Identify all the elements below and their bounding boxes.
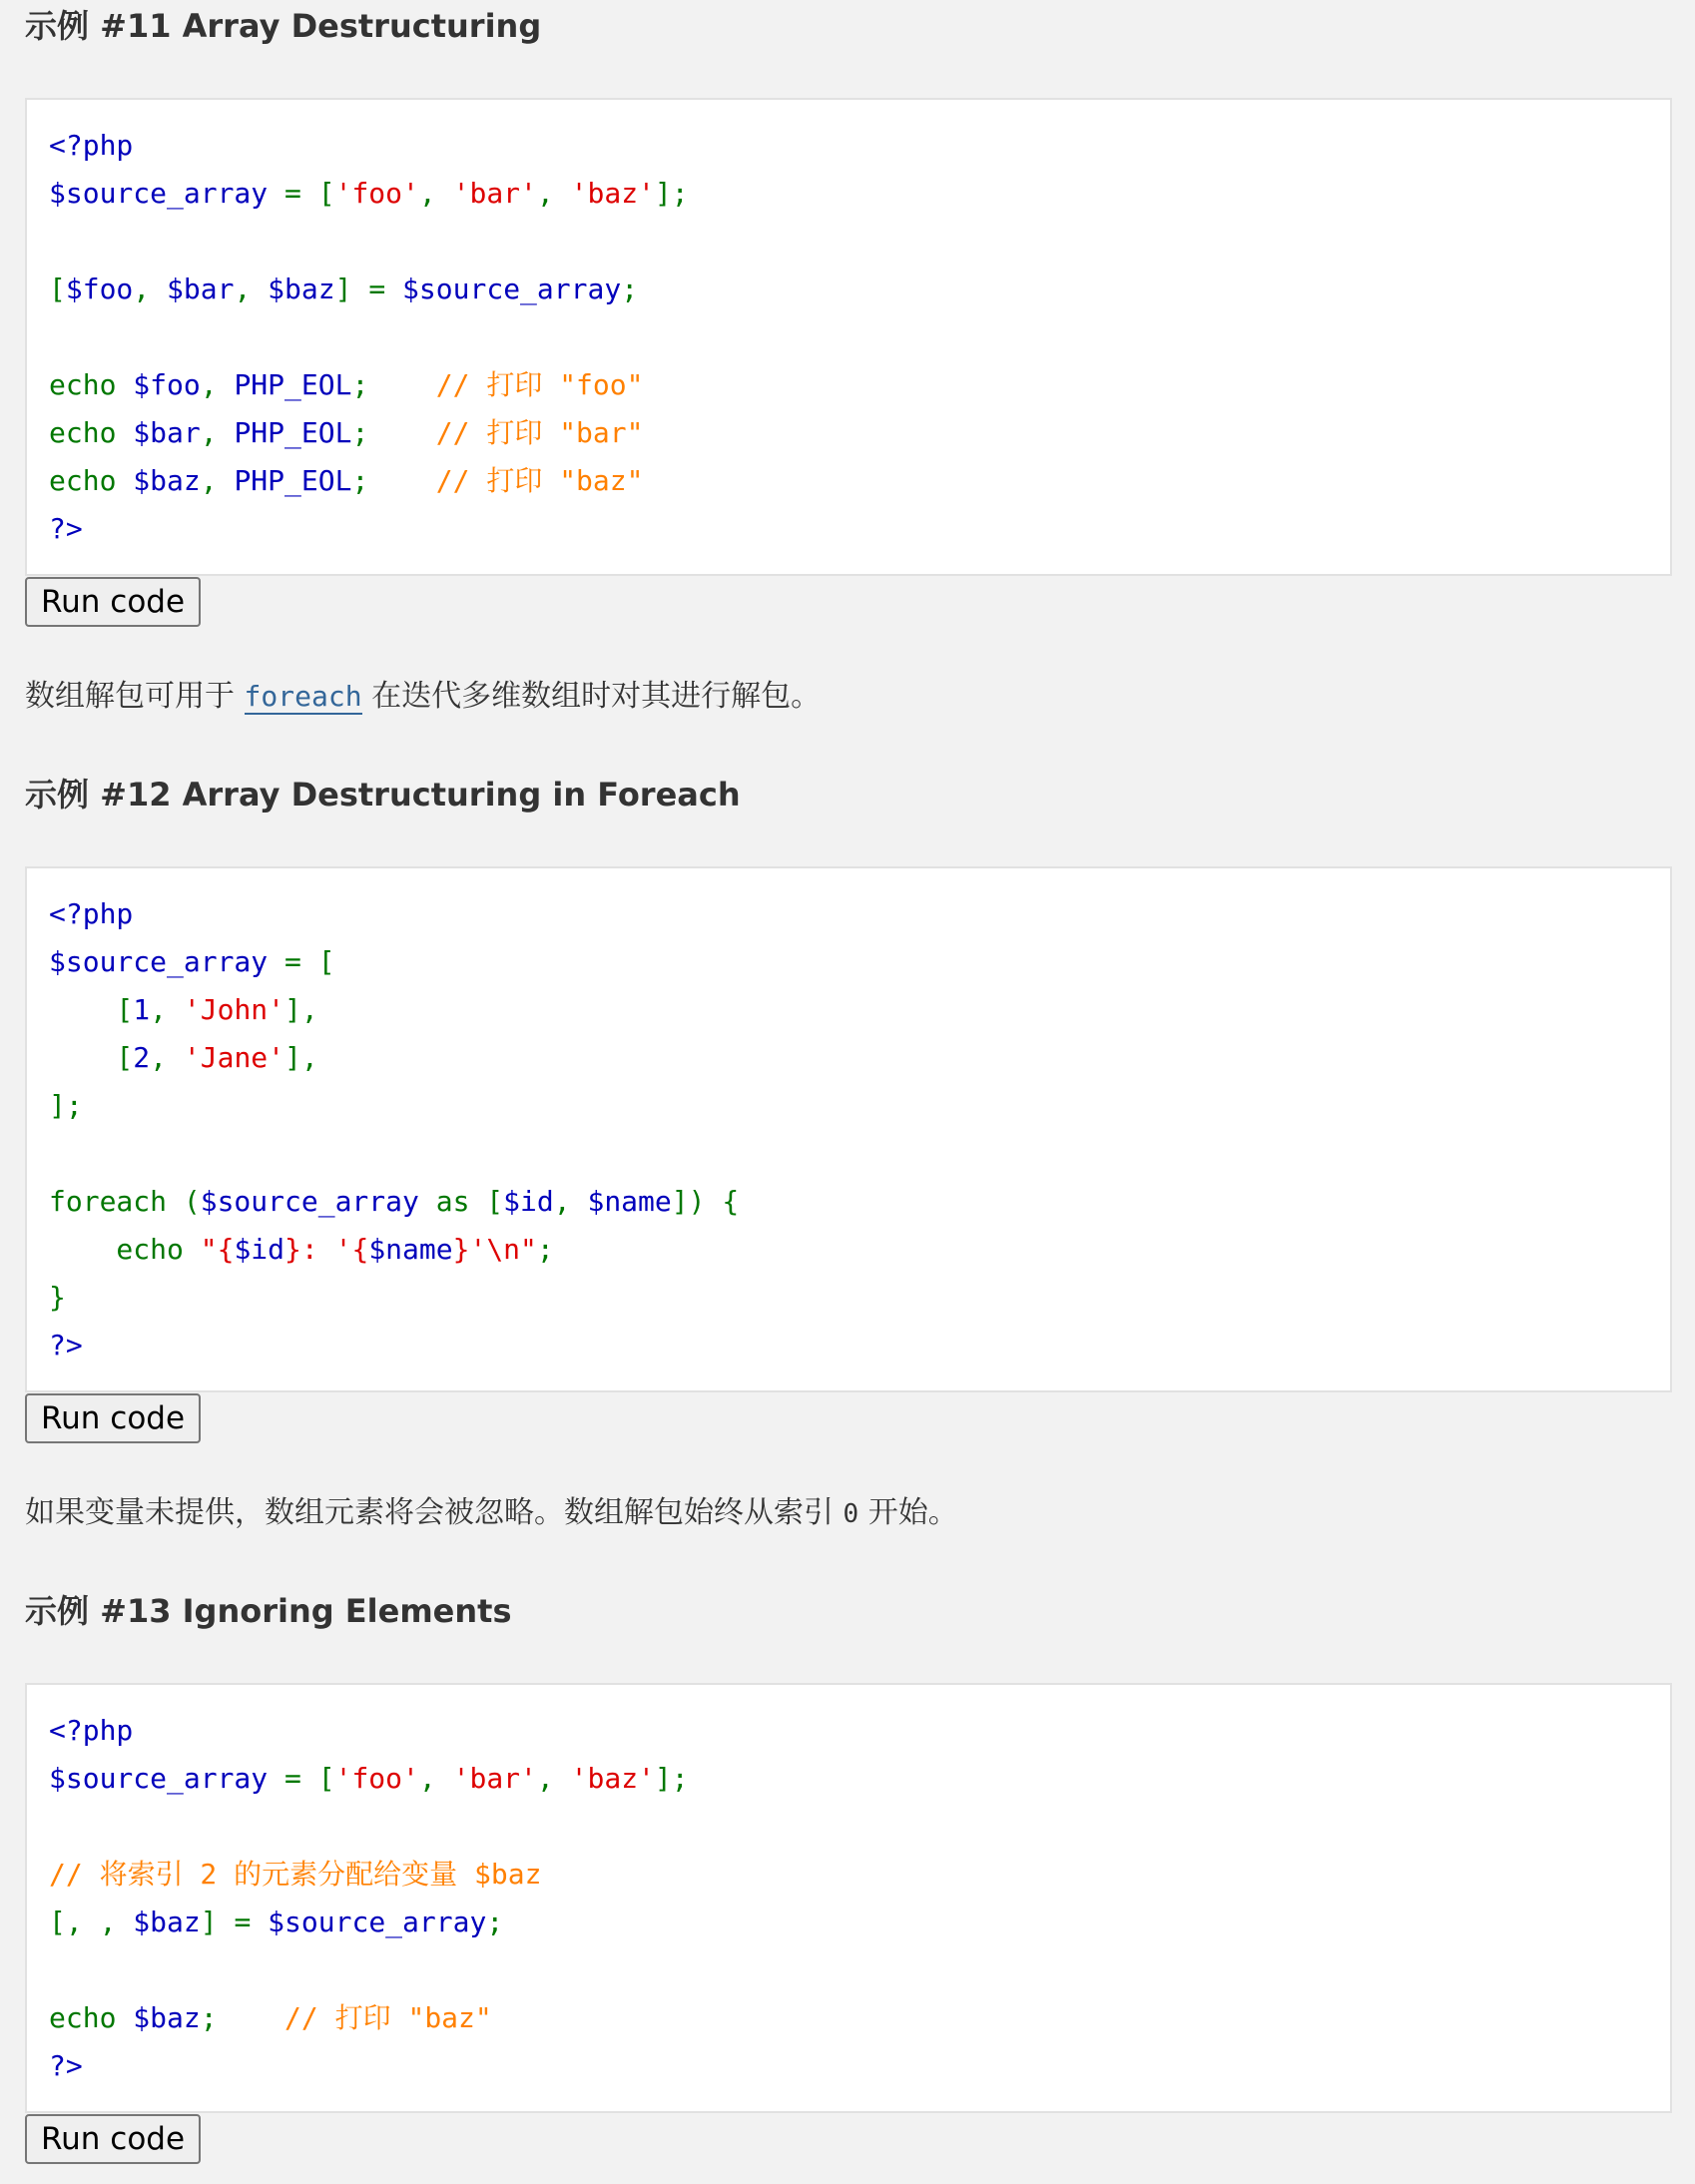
code-line [49, 409, 1648, 457]
code-token-keyword: , [553, 1185, 588, 1218]
code-token-keyword: echo [49, 2001, 134, 2034]
code-token-string: 'John' [183, 993, 285, 1026]
code-token-keyword: ]; [654, 1762, 689, 1795]
code-token-default: PHP_EOL [234, 464, 352, 497]
code-token-default: $source_array [200, 1185, 436, 1218]
code-token-keyword: [ [49, 1041, 134, 1074]
code-line [49, 313, 1648, 361]
code-token-comment: // 打印 "foo" [435, 368, 644, 401]
code-token-keyword: ; [536, 1233, 554, 1266]
code-token-keyword: ]; [49, 1089, 83, 1122]
code-token-default: $id [503, 1185, 554, 1218]
code-token-keyword: [, , [49, 1906, 134, 1938]
run-code-button-example-12[interactable]: Run code [25, 1393, 201, 1443]
example-11-title: 示例 #11 Array Destructuring [25, 7, 542, 45]
example-11-code [25, 98, 1672, 576]
code-token-string: 'baz' [570, 177, 655, 210]
code-token-keyword: , [536, 177, 571, 210]
code-token-default: $bar [167, 273, 235, 305]
index-zero-code: 0 [843, 1499, 859, 1529]
code-line [49, 938, 1648, 986]
code-token-keyword: , [150, 1041, 184, 1074]
code-token-default: $source_array [49, 177, 285, 210]
code-token-keyword: ], [284, 993, 318, 1026]
code-line [49, 361, 1648, 409]
example-12-code [25, 866, 1672, 1392]
code-line [49, 986, 1648, 1034]
code-token-keyword: echo [49, 464, 134, 497]
code-token-keyword: echo [49, 416, 134, 449]
code-token-keyword: = [ [284, 1762, 335, 1795]
foreach-description-text-after: 在迭代多维数组时对其进行解包。 [361, 679, 822, 714]
code-token-keyword: , [150, 993, 184, 1026]
code-token-default: $source_array [268, 1906, 487, 1938]
code-token-keyword: ] = [200, 1906, 269, 1938]
code-token-default: $name [587, 1185, 672, 1218]
code-line [49, 1755, 1648, 1803]
code-token-default: ?> [49, 512, 83, 545]
code-token-keyword: ]) { [671, 1185, 740, 1218]
code-token-keyword: [ [49, 273, 66, 305]
code-line [49, 2042, 1648, 2090]
code-token-keyword: foreach ( [49, 1185, 201, 1218]
code-token-default: PHP_EOL [234, 416, 352, 449]
code-line [49, 1034, 1648, 1082]
code-token-default: PHP_EOL [234, 368, 352, 401]
code-token-keyword: ; [351, 368, 436, 401]
code-token-default: $source_array [49, 945, 285, 978]
foreach-description-text-before: 数组解包可用于 [25, 679, 245, 714]
code-token-keyword: = [ [284, 177, 335, 210]
foreach-description [25, 677, 821, 717]
code-token-keyword: echo [49, 1233, 201, 1266]
code-token-keyword: , [200, 416, 235, 449]
code-token-default: <?php [49, 129, 134, 162]
code-token-keyword: , [133, 273, 168, 305]
code-line [49, 1994, 1648, 2042]
run-code-button-example-11[interactable]: Run code [25, 577, 201, 627]
code-token-string: 'Jane' [183, 1041, 285, 1074]
code-line [49, 1130, 1648, 1178]
ignoring-description-text-after: 开始。 [858, 1495, 958, 1530]
code-token-keyword: ]; [654, 177, 689, 210]
code-line [49, 1226, 1648, 1274]
code-token-string: 'bar' [452, 177, 537, 210]
code-token-string: 'bar' [452, 1762, 537, 1795]
code-token-keyword: } [49, 1281, 66, 1314]
code-token-keyword: [ [49, 993, 134, 1026]
ignoring-description-text-before: 如果变量未提供，数组元素将会被忽略。数组解包始终从索引 [25, 1495, 844, 1530]
code-token-string: "{ [200, 1233, 235, 1266]
code-token-default: $foo [65, 273, 134, 305]
code-line [49, 218, 1648, 266]
code-token-default: $baz [268, 273, 335, 305]
example-13-code [25, 1683, 1672, 2113]
code-token-default: $source_array [402, 273, 622, 305]
code-token-default: <?php [49, 1714, 134, 1747]
code-line [49, 1274, 1648, 1322]
code-token-comment: // 将索引 2 的元素分配给变量 $baz [49, 1858, 542, 1891]
run-code-button-example-13[interactable]: Run code [25, 2114, 201, 2164]
code-token-default: $bar [133, 416, 201, 449]
code-token-keyword: ; [351, 416, 436, 449]
code-line [49, 122, 1648, 170]
code-token-default: $name [368, 1233, 453, 1266]
code-token-keyword: ], [284, 1041, 318, 1074]
code-token-comment: // 打印 "baz" [284, 2001, 492, 2034]
code-token-keyword: , [536, 1762, 571, 1795]
code-line [49, 1803, 1648, 1851]
code-token-default: <?php [49, 897, 134, 930]
code-token-keyword: as [ [435, 1185, 504, 1218]
code-token-string: }: '{ [284, 1233, 369, 1266]
code-token-keyword: ; [351, 464, 436, 497]
code-token-string: 'foo' [334, 1762, 419, 1795]
code-token-default: $baz [133, 2001, 201, 2034]
code-line [49, 1851, 1648, 1899]
code-line [49, 1178, 1648, 1226]
code-line [49, 890, 1648, 938]
code-token-default: ?> [49, 1329, 83, 1362]
code-token-default: $baz [133, 464, 201, 497]
code-token-default: $id [234, 1233, 285, 1266]
code-line [49, 266, 1648, 313]
code-token-string: 'foo' [334, 177, 419, 210]
code-token-keyword: , [418, 1762, 453, 1795]
code-token-keyword: echo [49, 368, 134, 401]
code-line [49, 1707, 1648, 1755]
code-token-default: $baz [133, 1906, 201, 1938]
code-line [49, 1946, 1648, 1994]
code-token-default: 1 [133, 993, 151, 1026]
code-token-keyword: ; [200, 2001, 285, 2034]
example-12-title: 示例 #12 Array Destructuring in Foreach [25, 776, 741, 814]
code-token-default: 2 [133, 1041, 151, 1074]
code-token-keyword: ; [486, 1906, 504, 1938]
code-token-keyword: , [418, 177, 453, 210]
code-token-string: 'baz' [570, 1762, 655, 1795]
code-token-keyword: , [200, 368, 235, 401]
code-token-keyword: , [234, 273, 269, 305]
code-token-string: }'\n" [452, 1233, 537, 1266]
code-token-default: ?> [49, 2049, 83, 2082]
code-line [49, 505, 1648, 553]
code-token-default: $source_array [49, 1762, 285, 1795]
foreach-link[interactable]: foreach [244, 680, 362, 713]
example-13-title: 示例 #13 Ignoring Elements [25, 1592, 512, 1630]
code-line [49, 1082, 1648, 1130]
code-token-default: $foo [133, 368, 201, 401]
code-line [49, 1899, 1648, 1946]
code-token-keyword: ; [621, 273, 639, 305]
ignoring-description [25, 1493, 958, 1534]
code-line [49, 457, 1648, 505]
code-line [49, 170, 1648, 218]
code-line [49, 1322, 1648, 1369]
code-token-comment: // 打印 "bar" [435, 416, 644, 449]
code-token-comment: // 打印 "baz" [435, 464, 644, 497]
code-token-keyword: = [ [284, 945, 335, 978]
code-token-keyword: ] = [334, 273, 403, 305]
code-token-keyword: , [200, 464, 235, 497]
